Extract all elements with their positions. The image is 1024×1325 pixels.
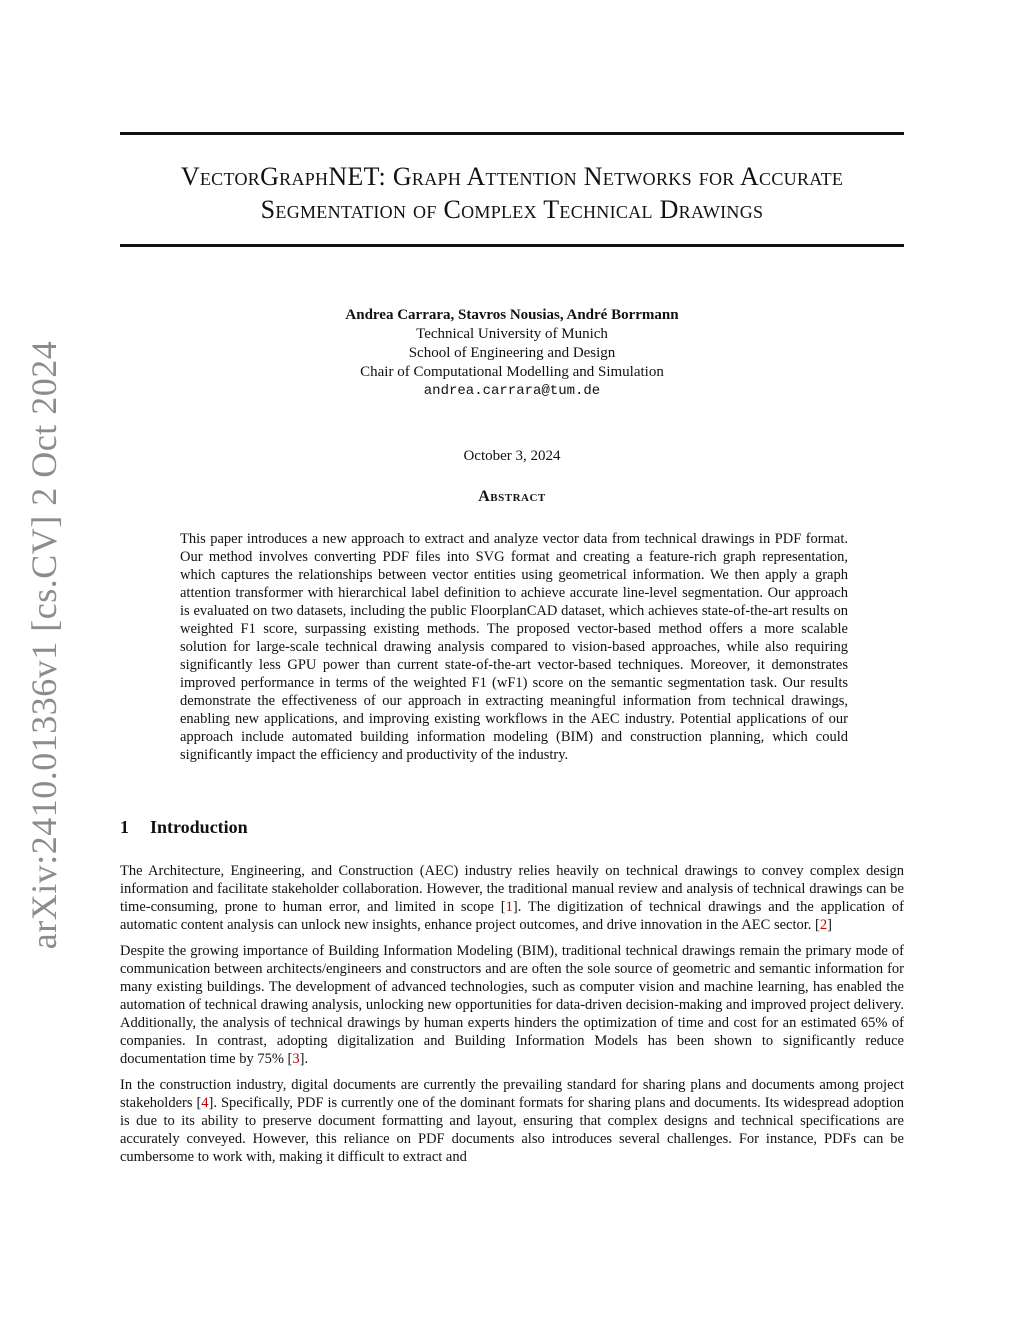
title-rule-top [120,132,904,135]
paragraph-2-text-a: Despite the growing importance of Building Information Modeling (BIM), traditional technical drawings remain the primary mode of communication between architects/engineers and constructors and are often the sole source of geometric and semantic information for many existing buildings. The development of advanced technologies, such as computer vision and machine learning, has enabled the automation of technical drawing analysis, unlocking new opportunities for data-driven decision-making and improved project delivery. Additionally, the analysis of technical drawings by human experts hinders the optimization of time and cost for an estimated 65% of companies. In contrast, adopting digitalization and Building Information Models has been shown to significantly reduce documentation time by 75% [ [120,943,904,1067]
citation-link-1[interactable]: 1 [505,899,513,915]
paragraph-1 [120,862,904,934]
paragraph-3 [120,1076,904,1166]
paragraph-1-text-a: The Architecture, Engineering, and Construction (AEC) industry relies heavily on technical drawings to convey complex design information and facilitate stakeholder collaboration. However, the traditional manual review and analysis of technical drawings can be time-consuming, prone to human error, and limited in scope [ [120,863,904,915]
paper-title [120,160,904,226]
abstract-text: This paper introduces a new approach to extract and analyze vector data from technical drawings in PDF format. Our method involves converting PDF files into SVG format and creating a feature-rich graph representation, which captures the relationships between vector entities using geometrical information. We then apply a graph attention transformer with hierarchical label definition to achieve accurate line-level segmentation. Our approach is evaluated on two datasets, including the public FloorplanCAD dataset, which achieves state-of-the-art results on weighted F1 score, surpassing existing methods. The proposed vector-based method offers a more scalable solution for large-scale technical drawing analysis compared to vision-based approaches, while also requiring significantly less GPU power than current state-of-the-art vector-based techniques. Moreover, it demonstrates improved performance in terms of the weighted F1 (wF1) score on the semantic segmentation task. Our results demonstrate the effectiveness of our approach in extracting meaningful information from technical drawings, enabling new applications, and improving existing workflows in the AEC industry. Potential applications of our approach include automated building information modeling (BIM) and construction planning, which could significantly impact the efficiency and productivity of the industry. [180,531,848,763]
affiliation-school: School of Engineering and Design [408,345,616,361]
affiliation-university: Technical University of Munich [416,326,608,342]
paper-date: October 3, 2024 [463,448,561,464]
paragraph-2-text-b: ]. [299,1051,309,1067]
citation-link-3[interactable]: 3 [292,1051,300,1067]
abstract-heading: Abstract [478,488,546,505]
author-names: Andrea Carrara, Stavros Nousias, André Borrmann [345,307,679,323]
introduction-body [120,862,904,1174]
author-email: andrea.carrara@tum.de [423,383,601,399]
title-rule-bottom [120,244,904,247]
citation-link-4[interactable]: 4 [201,1095,209,1111]
arxiv-identifier-stamp [8,340,80,950]
citation-link-2[interactable]: 2 [819,917,828,933]
section-heading-introduction [120,817,248,838]
paragraph-3-text-b: ]. Specifically, PDF is currently one of the dominant formats for sharing plans and documents. Its widespread adoption is due to its ability to preserve document formatting and layout, ensuring that complex designs and technical specifications are accurately conveyed. However, this reliance on PDF documents also introduces several challenges. For instance, PDFs can be cumbersome to work with, making it difficult to extract and [120,1095,904,1165]
paragraph-3-text-a: In the construction industry, digital documents are currently the prevailing standard for sharing plans and documents among project stakeholders [ [120,1077,904,1111]
paper-title-line-1: VectorGraphNET: Graph Attention Networks for Accurate [180,162,844,191]
paragraph-1-text-c: ] [827,917,832,933]
paragraph-2 [120,942,904,1068]
arxiv-identifier-text: arXiv:2410.01336v1 [cs.CV] 2 Oct 2024 [24,340,65,950]
author-block [120,306,904,401]
affiliation-chair: Chair of Computational Modelling and Simulation [360,364,664,380]
paper-title-line-2: Segmentation of Complex Technical Drawings [260,195,764,224]
section-number: 1 [120,817,129,837]
paragraph-1-text-b: ]. The digitization of technical drawings and the application of automatic content analysis can unlock new insights, enhance project outcomes, and drive innovation in the AEC sector. [ [120,899,904,933]
section-title: Introduction [150,817,248,837]
